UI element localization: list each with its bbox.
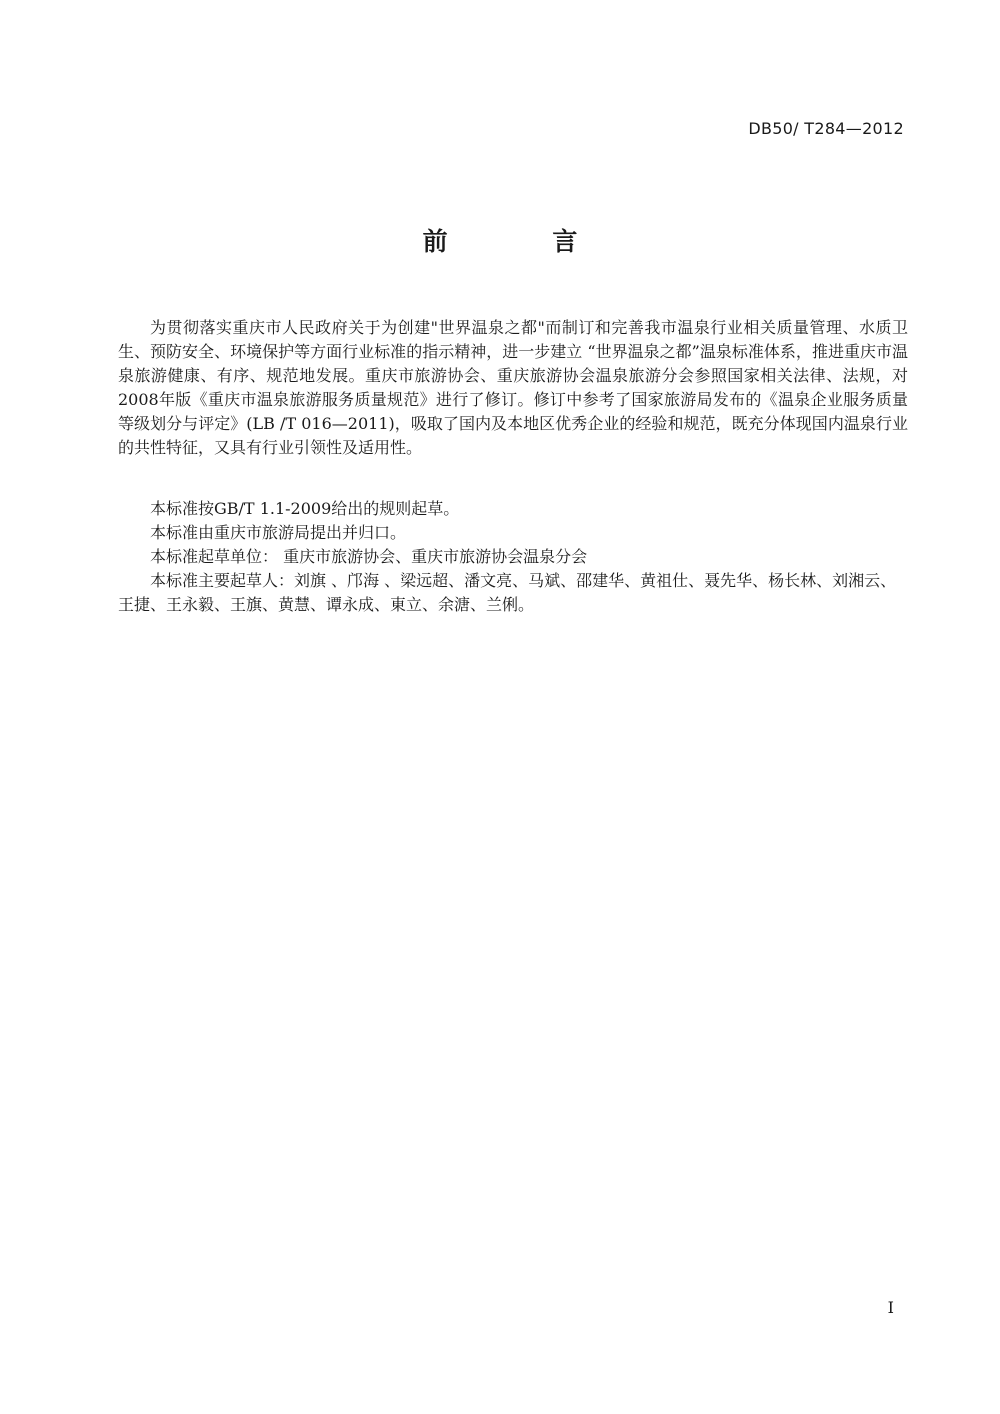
intro-paragraph: 为贯彻落实重庆市人民政府关于为创建"世界温泉之都"而制订和完善我市温泉行业相关质量管理、水质卫生、预防安全、环境保护等方面行业标准的指示精神，进一步建立 “世界温泉之都”温泉标准体系，推进重庆市温泉旅游健康、有序、规范地发展。重庆市旅游协会、重庆旅游协会温泉旅游分会参照国家相关法律、法规，对2008年版《重庆市温泉旅游服务质量规范》进行了修订。修订中参考了国家旅游局发布的《温泉企业服务质量等级划分与评定》(LB /T 016—2011)，吸取了国内及本地区优秀企业的经验和规范，既充分体现国内温泉行业的共性特征，又具有行业引领性及适用性。 (118, 318, 908, 457)
proposer-statement: 本标准由重庆市旅游局提出并归口。 (150, 523, 407, 542)
drafting-unit-statement: 本标准起草单位： 重庆市旅游协会、重庆市旅游协会温泉分会 (150, 547, 588, 566)
drafting-rule-statement: 本标准按GB/T 1.1-2009给出的规则起草。 (150, 499, 460, 518)
page-number: I (887, 1298, 894, 1317)
page-title: 前 言 (422, 227, 626, 256)
drafters-statement: 本标准主要起草人：刘旗 、邝海 、梁远超、潘文亮、马斌、邵建华、黄祖仕、聂先华、杨长林、刘湘云、王捷、王永毅、王旗、黄慧、谭永成、東立、余溏、兰俐。 (118, 571, 897, 614)
statement-list (118, 497, 908, 617)
standard-code: DB50/ T284—2012 (748, 119, 904, 138)
